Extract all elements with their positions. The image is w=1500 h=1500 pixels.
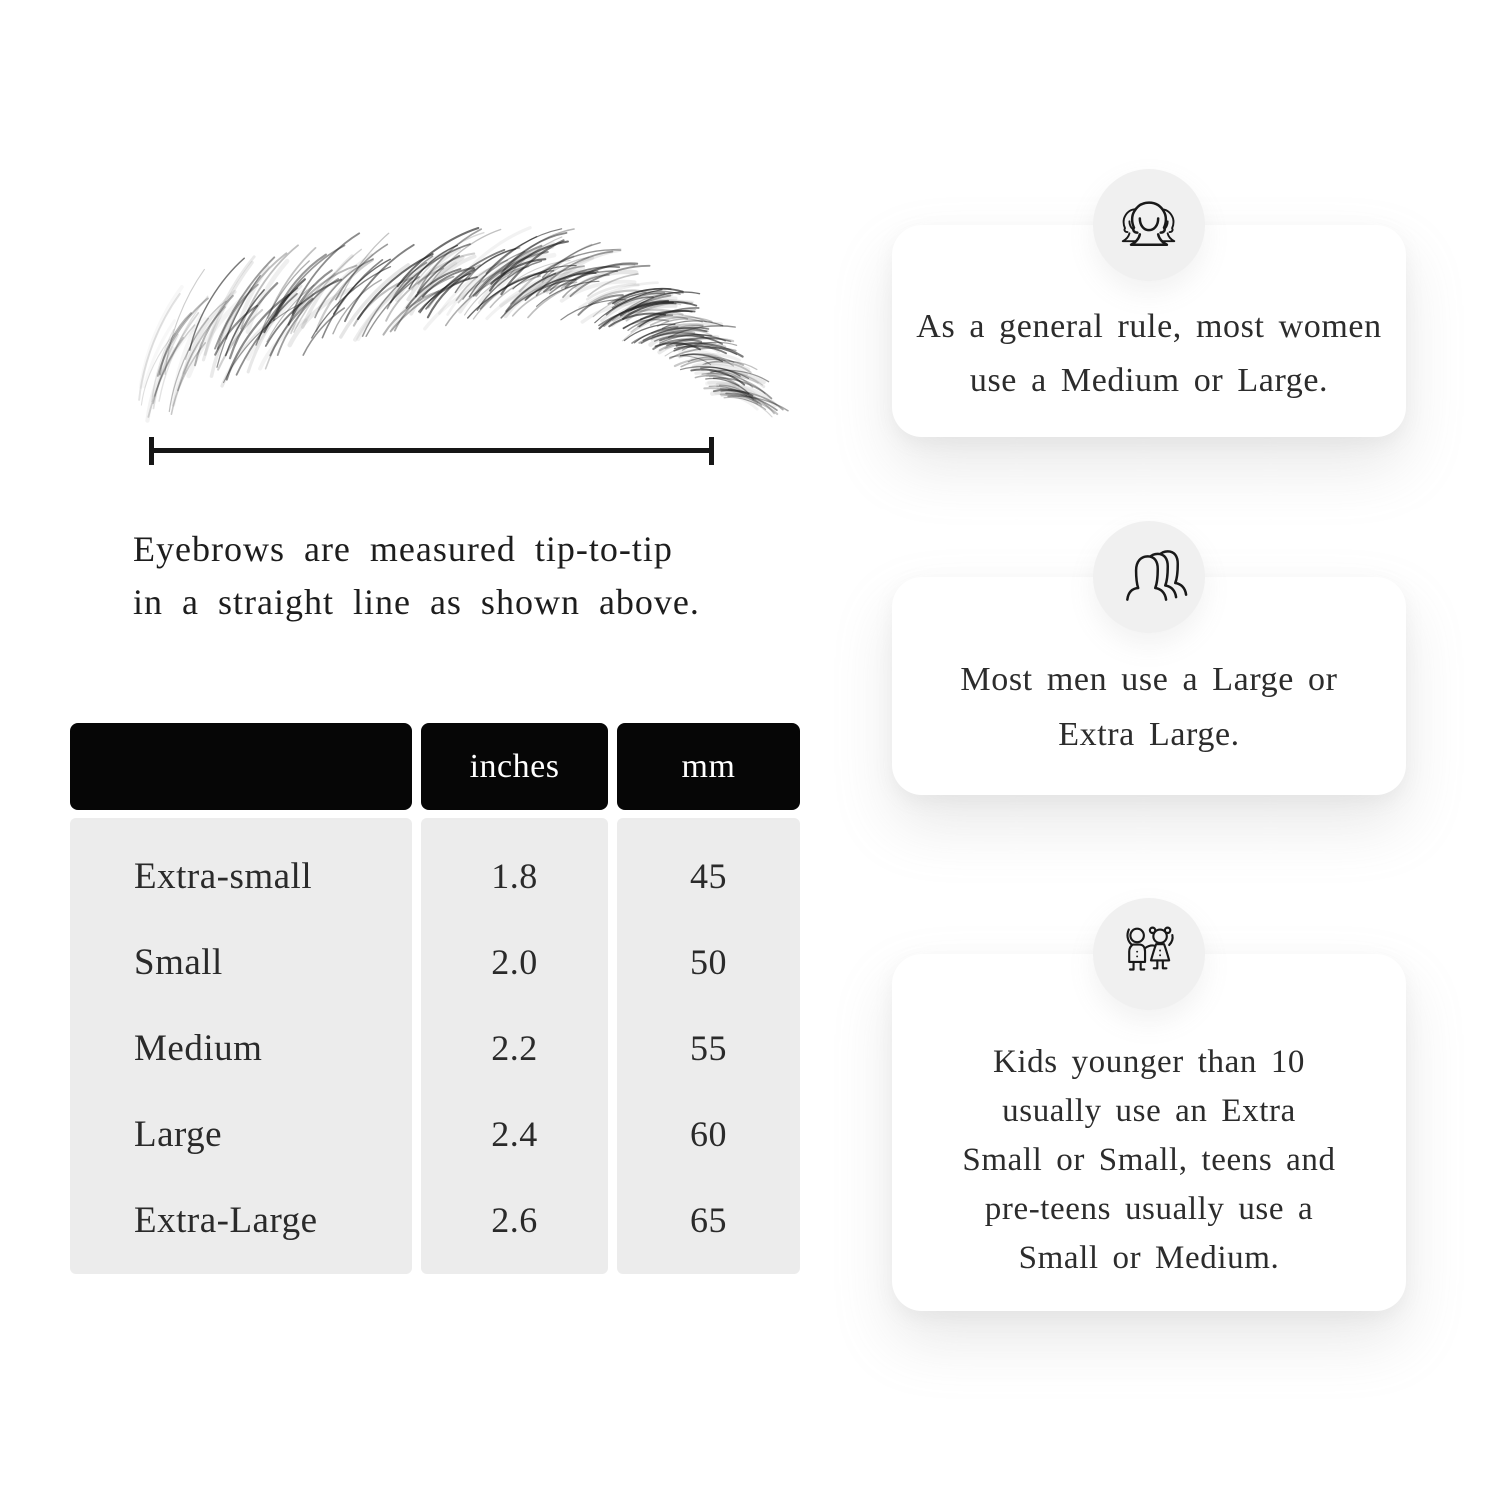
size-table-body-inches — [421, 818, 608, 1274]
men-group-icon — [1109, 548, 1189, 606]
size-table — [70, 723, 800, 1274]
women-group-icon — [1109, 196, 1189, 254]
size-table-header-inches: inches — [421, 723, 608, 810]
icon-circle-men — [1093, 521, 1205, 633]
size-cell-label: Medium — [134, 1027, 263, 1069]
size-cell-mm: 45 — [690, 856, 727, 896]
card-text-line: Most men use a Large or — [960, 661, 1338, 698]
size-cell-mm: 60 — [690, 1114, 727, 1154]
size-cell-mm: 55 — [690, 1028, 727, 1068]
size-cell-label: Extra-small — [134, 855, 313, 897]
card-text-line: Extra Large. — [1058, 716, 1240, 753]
caption-line: Eyebrows are measured tip-to-tip — [133, 529, 673, 569]
card-text-line: Small or Medium. — [1018, 1240, 1280, 1276]
card-text-women — [892, 300, 1406, 408]
size-cell-inches: 1.8 — [491, 856, 538, 896]
size-cell-inches: 2.0 — [491, 942, 538, 982]
size-table-body-mm — [617, 818, 800, 1274]
size-cell-inches: 2.2 — [491, 1028, 538, 1068]
measurement-caption — [133, 523, 793, 629]
size-table-column-mm — [617, 723, 800, 1274]
card-text-kids — [892, 1038, 1406, 1283]
measurement-line — [150, 448, 713, 453]
size-table-header-blank — [70, 723, 412, 810]
card-text-line: usually use an Extra — [1002, 1093, 1296, 1129]
caption-line: in a straight line as shown above. — [133, 582, 700, 622]
kids-icon — [1111, 922, 1187, 985]
size-cell-label: Large — [134, 1113, 223, 1155]
size-cell-inches: 2.6 — [491, 1200, 538, 1240]
eyebrow-illustration — [85, 195, 785, 465]
card-text-men — [892, 652, 1406, 762]
size-cell-mm: 65 — [690, 1200, 727, 1240]
card-text-line: use a Medium or Large. — [969, 362, 1329, 399]
icon-circle-women — [1093, 169, 1205, 281]
card-text-line: pre-teens usually use a — [984, 1191, 1314, 1227]
card-text-line: Small or Small, teens and — [962, 1142, 1336, 1178]
size-cell-label: Small — [134, 941, 223, 983]
size-cell-label: Extra-Large — [134, 1199, 318, 1241]
size-table-body-sizes — [70, 818, 412, 1274]
card-text-line: Kids younger than 10 — [992, 1044, 1306, 1080]
size-table-column-inches — [421, 723, 608, 1274]
size-table-column-sizes — [70, 723, 412, 1274]
size-cell-mm: 50 — [690, 942, 727, 982]
icon-circle-kids — [1093, 898, 1205, 1010]
card-text-line: As a general rule, most women — [916, 308, 1382, 345]
size-table-header-mm: mm — [617, 723, 800, 810]
size-cell-inches: 2.4 — [491, 1114, 538, 1154]
